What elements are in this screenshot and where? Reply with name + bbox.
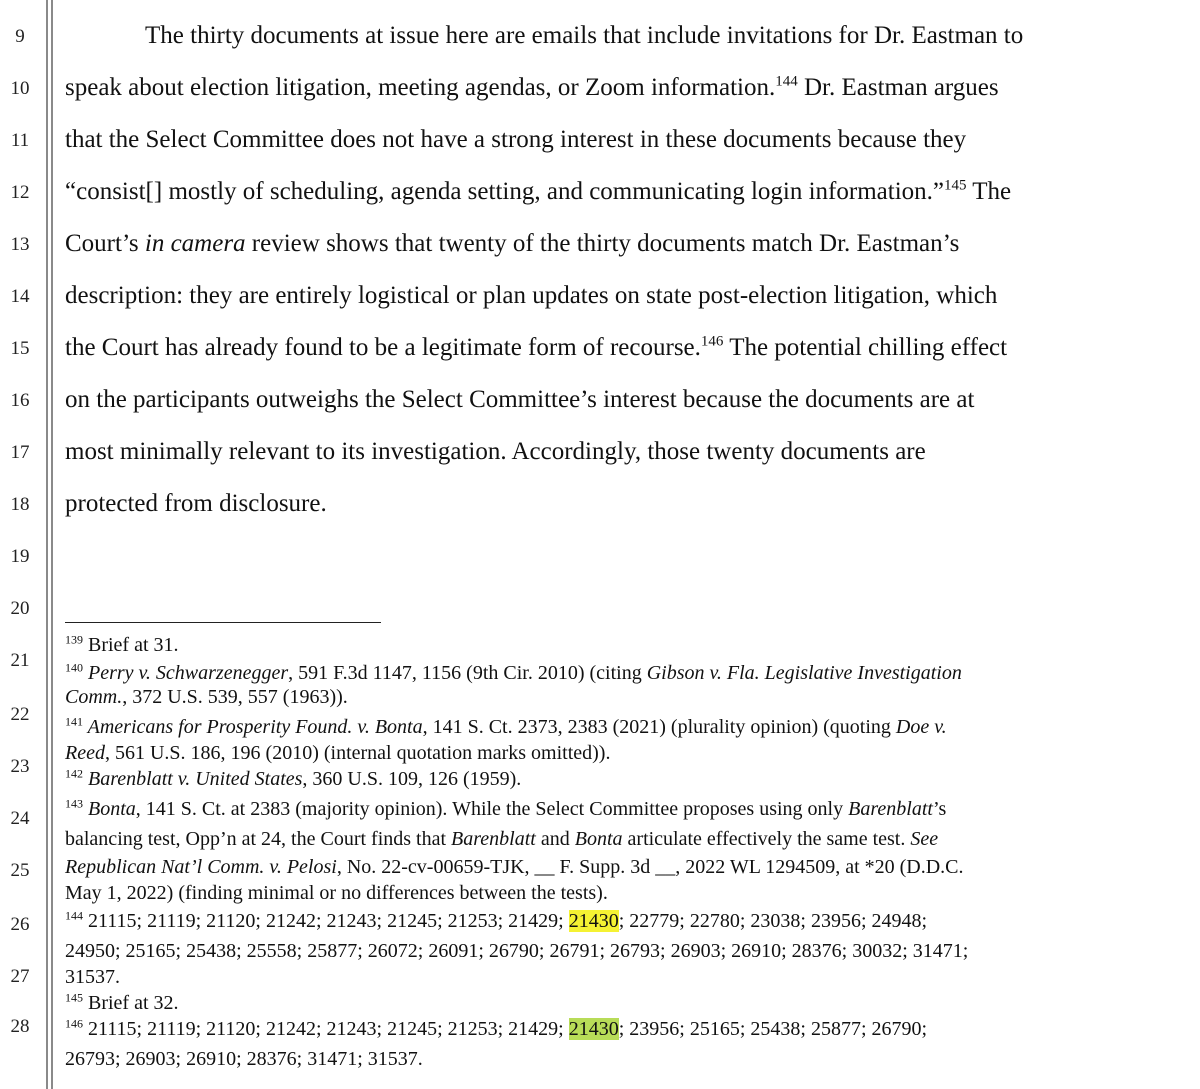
body-line: protected from disclosure.	[65, 490, 327, 517]
footnote-143-cont: Republican Nat’l Comm. v. Pelosi, No. 22-cv-00659-TJK, __ F. Supp. 3d __, 2022 WL 1294509, at *20 (D.D.C.	[65, 856, 964, 878]
footnote-144: $^{144}$ 21115; 21119; 21120; 21242; 21243; 21245; 21253; 21429; 21430; 22779; 22780; 23038; 23956; 24948;	[65, 908, 928, 932]
line-number: 12	[10, 182, 30, 203]
line-number: 25	[10, 860, 30, 881]
line-number: 14	[10, 286, 30, 307]
body-line: description: they are entirely logistical or plan updates on state post-election litigation, which	[65, 282, 998, 309]
line-number: 28	[10, 1016, 30, 1037]
footnote-144-cont: 31537.	[65, 966, 120, 988]
body-line: the Court has already found to be a legitimate form of recourse.$^{146}$ The potential chilling effect	[65, 333, 1008, 361]
body-line: speak about election litigation, meeting agendas, or Zoom information.$^{144}$ Dr. Eastman argues	[65, 73, 999, 101]
line-number: 9	[15, 26, 25, 47]
body-line: that the Select Committee does not have a strong interest in these documents because they	[65, 126, 967, 153]
body-line: most minimally relevant to its investigation. Accordingly, those twenty documents are	[65, 438, 926, 465]
line-number: 16	[10, 390, 30, 411]
line-number: 13	[10, 234, 30, 255]
line-number: 17	[10, 442, 30, 463]
footnote-146: $^{146}$ 21115; 21119; 21120; 21242; 21243; 21245; 21253; 21429; 21430; 23956; 25165; 25438; 25877; 26790;	[65, 1016, 928, 1040]
highlighted-doc-number: 21430	[568, 1018, 619, 1040]
left-margin-rule	[51, 0, 53, 1089]
line-number: 20	[10, 598, 30, 619]
footnote-139: $^{139}$ Brief at 31.	[65, 632, 179, 656]
body-line: “consist[] mostly of scheduling, agenda setting, and communicating login information.”$^{145}$ The	[65, 177, 1012, 205]
footnote-ref: 145	[943, 177, 967, 194]
footnote-divider	[65, 622, 381, 623]
line-number: 21	[10, 650, 30, 671]
footnote-143-cont: balancing test, Opp’n at 24, the Court finds that Barenblatt and Bonta articulate effectively the same test. See	[65, 828, 939, 850]
footnote-141: $^{141}$ Americans for Prosperity Found. v. Bonta, 141 S. Ct. 2373, 2383 (2021) (plurality opinion) (quoting Doe v.	[65, 714, 947, 738]
footnote-ref: 144	[775, 73, 798, 90]
line-number: 23	[10, 756, 30, 777]
footnote-143-cont: May 1, 2022) (finding minimal or no differences between the tests).	[65, 882, 608, 904]
footnote-140: $^{140}$ Perry v. Schwarzenegger, 591 F.3d 1147, 1156 (9th Cir. 2010) (citing Gibson v. Fla. Legislative Investigation	[65, 660, 962, 684]
body-line: The thirty documents at issue here are emails that include invitations for Dr. Eastman to	[145, 22, 1024, 49]
footnote-142: $^{142}$ Barenblatt v. United States, 360 U.S. 109, 126 (1959).	[65, 766, 522, 790]
line-number: 24	[10, 808, 30, 829]
line-number: 11	[10, 130, 30, 151]
footnote-143: $^{143}$ Bonta, 141 S. Ct. at 2383 (majority opinion). While the Select Committee proposes using only Barenblatt’s	[65, 796, 947, 820]
left-margin-rule	[46, 0, 48, 1089]
line-number: 10	[10, 78, 30, 99]
line-number: 22	[10, 704, 30, 725]
body-line: Court’s in camera review shows that twenty of the thirty documents match Dr. Eastman’s	[65, 230, 960, 257]
line-number: 26	[10, 914, 30, 935]
body-line: on the participants outweighs the Select Committee’s interest because the documents are at	[65, 386, 975, 413]
line-number: 19	[10, 546, 30, 567]
line-number: 15	[10, 338, 30, 359]
footnote-140-cont: Comm., 372 U.S. 539, 557 (1963)).	[65, 686, 348, 708]
line-number: 18	[10, 494, 30, 515]
footnote-144-cont: 24950; 25165; 25438; 25558; 25877; 26072; 26091; 26790; 26791; 26793; 26903; 26910; 28376; 30032; 31471;	[65, 940, 969, 962]
highlighted-doc-number: 21430	[568, 910, 619, 932]
footnote-141-cont: Reed, 561 U.S. 186, 196 (2010) (internal quotation marks omitted)).	[65, 742, 611, 764]
footnote-ref: 146	[700, 333, 724, 350]
footnote-145: $^{145}$ Brief at 32.	[65, 990, 179, 1014]
line-number: 27	[10, 966, 30, 987]
footnote-146-cont: 26793; 26903; 26910; 28376; 31471; 31537.	[65, 1048, 423, 1070]
